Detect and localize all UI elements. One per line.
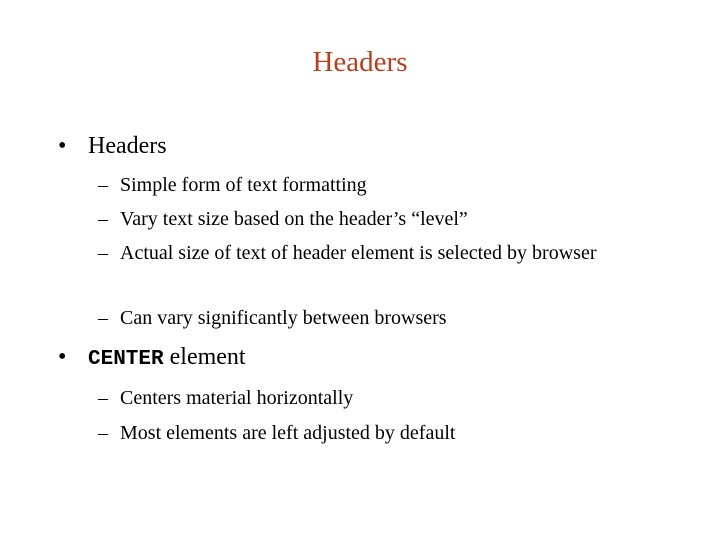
dash-marker: – — [98, 208, 108, 230]
sub-bullet-text: Actual size of text of header element is selected by browser — [120, 242, 597, 264]
dash-marker: – — [98, 242, 108, 264]
code-text: CENTER — [88, 348, 164, 371]
sub-bullet — [98, 207, 628, 231]
dash-marker: – — [98, 422, 108, 444]
dash-marker: – — [98, 307, 108, 329]
bullet-headers — [58, 133, 167, 160]
sub-bullet — [98, 173, 628, 197]
sub-bullet — [98, 306, 628, 330]
dash-marker: – — [98, 387, 108, 409]
sub-bullet-text: Simple form of text formatting — [120, 174, 367, 196]
dash-marker: – — [98, 174, 108, 196]
sub-bullet-text: Can vary significantly between browsers — [120, 307, 447, 329]
sub-bullet-text: Centers material horizontally — [120, 387, 354, 409]
slide-title: Headers — [312, 46, 408, 78]
sub-bullet — [98, 386, 628, 410]
sub-bullet-text: Vary text size based on the header’s “level” — [120, 208, 468, 230]
bullet-marker: • — [58, 133, 67, 159]
bullet-center-element — [58, 344, 246, 371]
sub-bullet — [98, 241, 618, 265]
bullet-text: element — [163, 344, 246, 370]
bullet-text: Headers — [88, 133, 167, 159]
sub-bullet-text: Most elements are left adjusted by default — [120, 422, 456, 444]
bullet-marker: • — [58, 344, 67, 370]
sub-bullet — [98, 421, 628, 445]
